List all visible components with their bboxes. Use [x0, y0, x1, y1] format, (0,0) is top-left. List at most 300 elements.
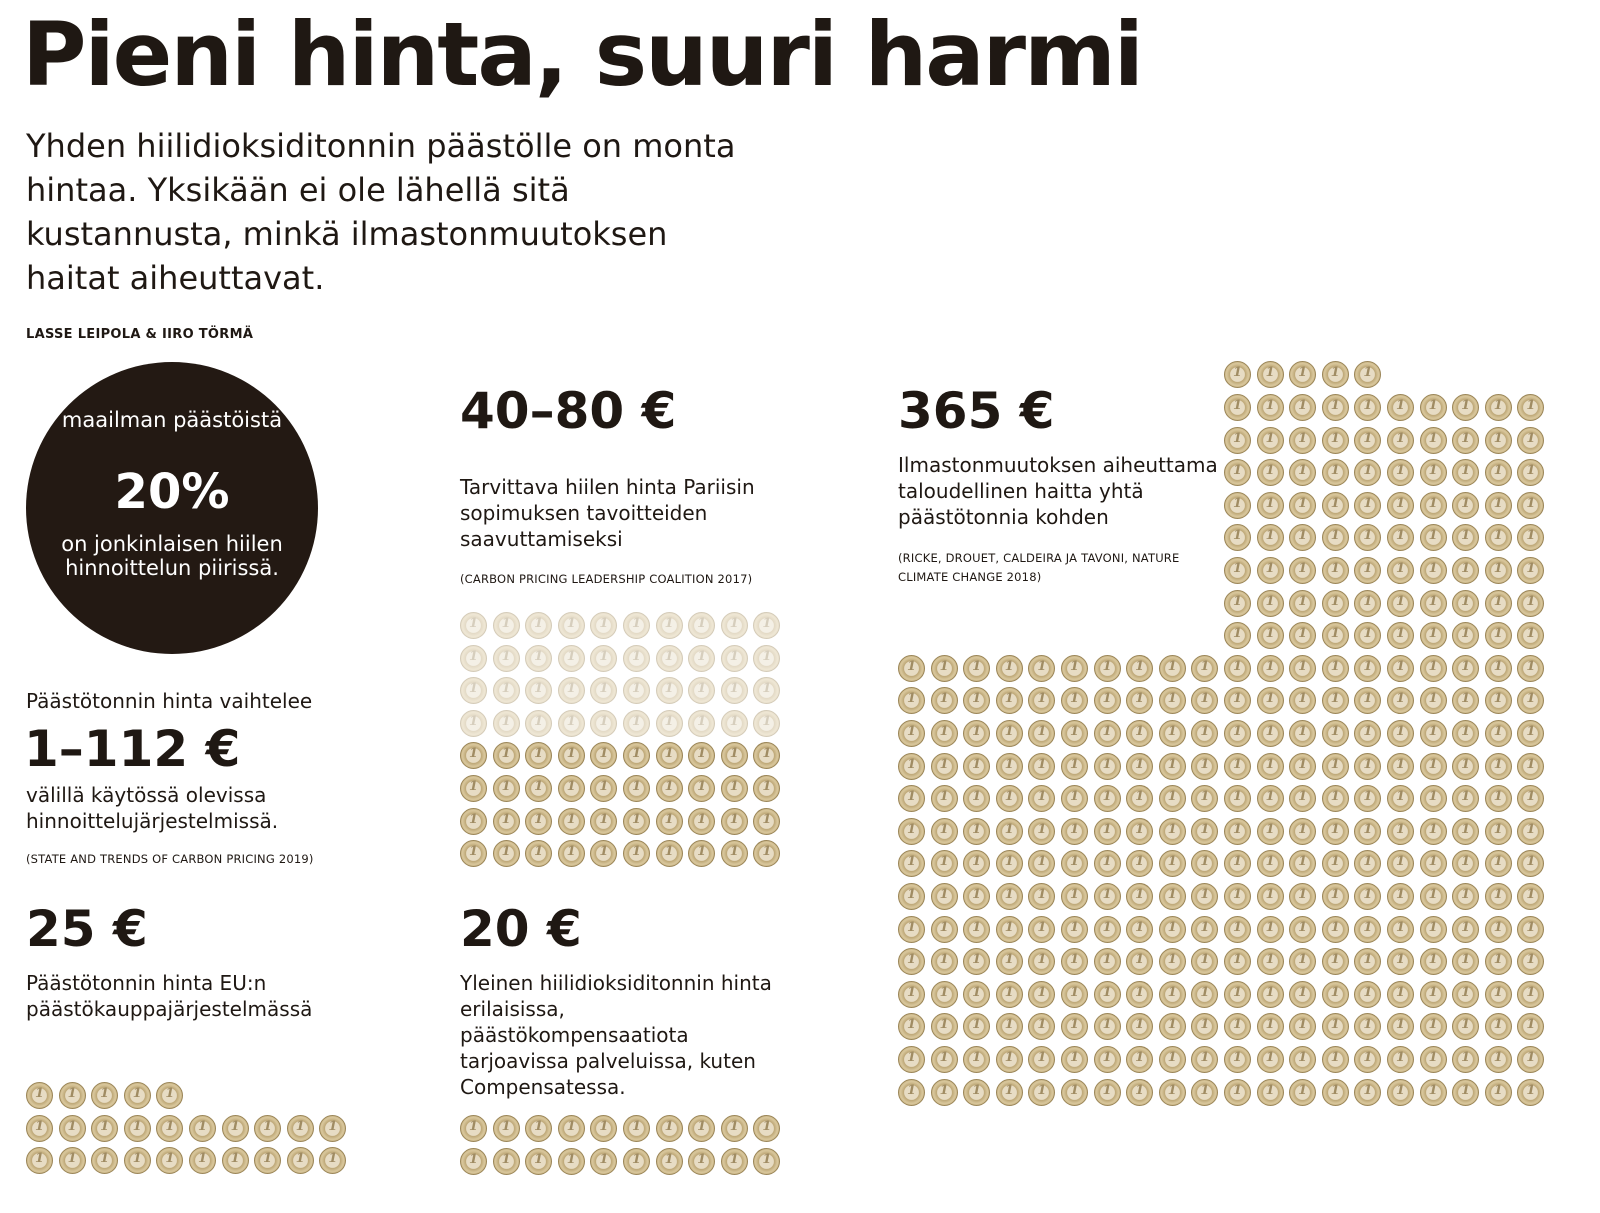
- euro-coin-icon: [1159, 655, 1186, 682]
- euro-coin-icon: [753, 1148, 780, 1175]
- euro-coin-icon: [590, 645, 617, 672]
- euro-coin-icon: [1485, 916, 1512, 943]
- euro-coin-icon: [558, 1115, 585, 1142]
- euro-coin-icon: [525, 612, 552, 639]
- euro-coin-icon: [1387, 1079, 1414, 1106]
- euro-coin-icon: [222, 1115, 249, 1142]
- euro-coin-icon: [1420, 818, 1447, 845]
- euro-coin-icon: [1289, 753, 1316, 780]
- euro-coin-icon: [1289, 524, 1316, 551]
- euro-coin-icon: [996, 753, 1023, 780]
- euro-coin-icon: [996, 981, 1023, 1008]
- euro-coin-icon: [1126, 850, 1153, 877]
- euro-coin-icon: [1322, 850, 1349, 877]
- euro-coin-icon: [1094, 1079, 1121, 1106]
- euro-coin-icon: [1420, 981, 1447, 1008]
- euro-coin-icon: [898, 687, 925, 714]
- euro-coin-icon: [1289, 720, 1316, 747]
- euro-coin-icon: [963, 883, 990, 910]
- euro-coin-icon: [963, 981, 990, 1008]
- euro-coin-icon: [91, 1082, 118, 1109]
- euro-coin-icon: [1452, 590, 1479, 617]
- euro-coin-icon: [996, 916, 1023, 943]
- euro-coin-icon: [1224, 427, 1251, 454]
- euro-coin-icon: [1517, 883, 1544, 910]
- euro-coin-icon: [1485, 524, 1512, 551]
- euro-coin-icon: [963, 916, 990, 943]
- euro-coin-icon: [931, 1013, 958, 1040]
- euro-coin-icon: [1452, 753, 1479, 780]
- euro-coin-icon: [1452, 622, 1479, 649]
- euro-coin-icon: [1061, 916, 1088, 943]
- euro-coin-icon: [91, 1147, 118, 1174]
- euro-coin-icon: [1191, 753, 1218, 780]
- euro-coin-icon: [656, 1148, 683, 1175]
- euro-coin-icon: [898, 916, 925, 943]
- euro-coin-icon: [1420, 850, 1447, 877]
- euro-coin-icon: [1485, 394, 1512, 421]
- euro-coin-icon: [1224, 981, 1251, 1008]
- euro-coin-icon: [1485, 557, 1512, 584]
- euro-coin-icon: [1420, 394, 1447, 421]
- euro-coin-icon: [1061, 818, 1088, 845]
- euro-coin-icon: [753, 742, 780, 769]
- euro-coin-icon: [1289, 687, 1316, 714]
- euro-coin-icon: [1289, 394, 1316, 421]
- euro-coin-icon: [1028, 720, 1055, 747]
- euro-coin-icon: [1354, 557, 1381, 584]
- euro-coin-icon: [1387, 622, 1414, 649]
- euro-coin-icon: [656, 677, 683, 704]
- euro-coin-icon: [1322, 622, 1349, 649]
- euro-coin-icon: [1485, 1046, 1512, 1073]
- euro-coin-icon: [493, 677, 520, 704]
- euro-coin-icon: [753, 710, 780, 737]
- euro-coin-icon: [558, 645, 585, 672]
- euro-coin-icon: [1159, 818, 1186, 845]
- euro-coin-icon: [558, 775, 585, 802]
- euro-coin-icon: [1159, 1013, 1186, 1040]
- euro-coin-icon: [1028, 753, 1055, 780]
- euro-coin-icon: [688, 1148, 715, 1175]
- euro-coin-icon: [996, 687, 1023, 714]
- euro-coin-icon: [1289, 883, 1316, 910]
- euro-coin-icon: [1387, 1013, 1414, 1040]
- euro-coin-icon: [254, 1115, 281, 1142]
- euro-coin-icon: [1224, 622, 1251, 649]
- euro-coin-icon: [1028, 655, 1055, 682]
- euro-coin-icon: [1452, 427, 1479, 454]
- euro-coin-icon: [1257, 1013, 1284, 1040]
- euro-coin-icon: [931, 850, 958, 877]
- euro-coin-icon: [59, 1115, 86, 1142]
- euro-coin-icon: [1289, 655, 1316, 682]
- euro-coin-icon: [931, 948, 958, 975]
- euro-coin-icon: [1322, 753, 1349, 780]
- euro-coin-icon: [1322, 916, 1349, 943]
- euro-coin-icon: [1387, 785, 1414, 812]
- euro-coin-icon: [688, 775, 715, 802]
- euro-coin-icon: [319, 1147, 346, 1174]
- euro-coin-icon: [525, 710, 552, 737]
- euro-coin-icon: [1485, 687, 1512, 714]
- euro-coin-icon: [1159, 948, 1186, 975]
- euro-coin-icon: [1387, 948, 1414, 975]
- euro-coin-icon: [1257, 687, 1284, 714]
- euro-coin-icon: [1517, 753, 1544, 780]
- euro-coin-icon: [1517, 916, 1544, 943]
- euro-coin-icon: [1191, 785, 1218, 812]
- euro-coin-icon: [493, 1148, 520, 1175]
- euro-coin-icon: [656, 808, 683, 835]
- euro-coin-icon: [1354, 785, 1381, 812]
- paris-source: (CARBON PRICING LEADERSHIP COALITION 2017): [460, 572, 753, 586]
- euro-coin-icon: [1452, 818, 1479, 845]
- euro-coin-icon: [1354, 981, 1381, 1008]
- euro-coin-icon: [1354, 948, 1381, 975]
- euro-coin-icon: [1322, 720, 1349, 747]
- euro-coin-icon: [1387, 883, 1414, 910]
- euro-coin-icon: [1517, 427, 1544, 454]
- euro-coin-icon: [1322, 524, 1349, 551]
- euro-coin-icon: [1322, 948, 1349, 975]
- euro-coin-icon: [1420, 720, 1447, 747]
- euro-coin-icon: [1485, 753, 1512, 780]
- euro-coin-icon: [931, 753, 958, 780]
- euro-coin-icon: [1322, 459, 1349, 486]
- euro-coin-icon: [931, 785, 958, 812]
- euro-coin-icon: [1289, 622, 1316, 649]
- circle-line1: maailman päästöistä: [61, 408, 283, 432]
- euro-coin-icon: [1061, 981, 1088, 1008]
- euro-coin-icon: [1289, 1013, 1316, 1040]
- euro-coin-icon: [1322, 394, 1349, 421]
- euro-coin-icon: [688, 612, 715, 639]
- euro-coin-icon: [1159, 753, 1186, 780]
- euro-coin-icon: [1126, 1013, 1153, 1040]
- euro-coin-icon: [1126, 655, 1153, 682]
- euro-coin-icon: [1094, 1013, 1121, 1040]
- euro-coin-icon: [688, 808, 715, 835]
- euro-coin-icon: [1420, 948, 1447, 975]
- euro-coin-icon: [963, 1079, 990, 1106]
- euro-coin-icon: [1224, 785, 1251, 812]
- euro-coin-icon: [996, 948, 1023, 975]
- euro-coin-icon: [1289, 557, 1316, 584]
- euro-coin-icon: [1289, 916, 1316, 943]
- euro-coin-icon: [460, 645, 487, 672]
- euro-coin-icon: [1517, 948, 1544, 975]
- euro-coin-icon: [1257, 753, 1284, 780]
- euro-coin-icon: [1354, 1046, 1381, 1073]
- euro-coin-icon: [1322, 981, 1349, 1008]
- euro-coin-icon: [1061, 948, 1088, 975]
- eu-desc: Päästötonnin hinta EU:n päästökauppajärjestelmässä: [26, 971, 313, 1021]
- euro-coin-icon: [1420, 524, 1447, 551]
- euro-coin-icon: [1517, 622, 1544, 649]
- euro-coin-icon: [1387, 459, 1414, 486]
- euro-coin-icon: [1485, 1079, 1512, 1106]
- euro-coin-icon: [1322, 1013, 1349, 1040]
- euro-coin-icon: [1028, 1079, 1055, 1106]
- euro-coin-icon: [898, 948, 925, 975]
- euro-coin-icon: [623, 742, 650, 769]
- euro-coin-icon: [1289, 427, 1316, 454]
- euro-coin-icon: [590, 808, 617, 835]
- range-source: (STATE AND TRENDS OF CARBON PRICING 2019): [26, 852, 314, 866]
- euro-coin-icon: [493, 612, 520, 639]
- euro-coin-icon: [1420, 557, 1447, 584]
- euro-coin-icon: [1224, 818, 1251, 845]
- euro-coin-icon: [1028, 785, 1055, 812]
- euro-coin-icon: [1061, 883, 1088, 910]
- euro-coin-icon: [1191, 883, 1218, 910]
- euro-coin-icon: [1159, 1079, 1186, 1106]
- euro-coin-icon: [1289, 361, 1316, 388]
- euro-coin-icon: [558, 612, 585, 639]
- euro-coin-icon: [963, 687, 990, 714]
- euro-coin-icon: [1485, 818, 1512, 845]
- euro-coin-icon: [721, 840, 748, 867]
- euro-coin-icon: [656, 1115, 683, 1142]
- euro-coin-icon: [1387, 753, 1414, 780]
- euro-coin-icon: [1159, 883, 1186, 910]
- euro-coin-icon: [525, 808, 552, 835]
- euro-coin-icon: [963, 948, 990, 975]
- euro-coin-icon: [1517, 785, 1544, 812]
- euro-coin-icon: [460, 775, 487, 802]
- euro-coin-icon: [1387, 524, 1414, 551]
- euro-coin-icon: [1191, 981, 1218, 1008]
- euro-coin-icon: [525, 742, 552, 769]
- euro-coin-icon: [623, 808, 650, 835]
- euro-coin-icon: [1061, 785, 1088, 812]
- euro-coin-icon: [1517, 590, 1544, 617]
- euro-coin-icon: [721, 645, 748, 672]
- euro-coin-icon: [1354, 818, 1381, 845]
- euro-coin-icon: [931, 720, 958, 747]
- euro-coin-icon: [1354, 850, 1381, 877]
- euro-coin-icon: [1257, 818, 1284, 845]
- euro-coin-icon: [1257, 622, 1284, 649]
- coverage-circle: [26, 362, 318, 654]
- euro-coin-icon: [1322, 655, 1349, 682]
- range-desc: välillä käytössä olevissa hinnoittelujärjestelmissä.: [26, 783, 279, 833]
- euro-coin-icon: [721, 775, 748, 802]
- euro-coin-icon: [1322, 687, 1349, 714]
- euro-coin-icon: [124, 1147, 151, 1174]
- euro-coin-icon: [1517, 850, 1544, 877]
- euro-coin-icon: [59, 1082, 86, 1109]
- euro-coin-icon: [1452, 981, 1479, 1008]
- euro-coin-icon: [656, 775, 683, 802]
- euro-coin-icon: [1387, 394, 1414, 421]
- euro-coin-icon: [493, 808, 520, 835]
- euro-coin-icon: [124, 1115, 151, 1142]
- euro-coin-icon: [1289, 948, 1316, 975]
- euro-coin-icon: [1224, 655, 1251, 682]
- euro-coin-icon: [1061, 850, 1088, 877]
- euro-coin-icon: [1028, 1013, 1055, 1040]
- euro-coin-icon: [1224, 492, 1251, 519]
- euro-coin-icon: [287, 1147, 314, 1174]
- euro-coin-icon: [1322, 361, 1349, 388]
- euro-coin-icon: [1159, 1046, 1186, 1073]
- euro-coin-icon: [1257, 394, 1284, 421]
- euro-coin-icon: [590, 742, 617, 769]
- euro-coin-icon: [996, 720, 1023, 747]
- euro-coin-icon: [1257, 948, 1284, 975]
- euro-coin-icon: [963, 753, 990, 780]
- euro-coin-icon: [493, 742, 520, 769]
- euro-coin-icon: [1094, 981, 1121, 1008]
- euro-coin-icon: [1257, 785, 1284, 812]
- euro-coin-icon: [898, 981, 925, 1008]
- euro-coin-icon: [558, 677, 585, 704]
- euro-coin-icon: [1224, 916, 1251, 943]
- euro-coin-icon: [493, 775, 520, 802]
- euro-coin-icon: [189, 1115, 216, 1142]
- euro-coin-icon: [1517, 655, 1544, 682]
- euro-coin-icon: [460, 808, 487, 835]
- euro-coin-icon: [1387, 720, 1414, 747]
- euro-coin-icon: [898, 1079, 925, 1106]
- euro-coin-icon: [1420, 590, 1447, 617]
- euro-coin-icon: [1289, 981, 1316, 1008]
- euro-coin-icon: [1094, 785, 1121, 812]
- circle-line2: on jonkinlaisen hiilen hinnoittelun piirissä.: [61, 532, 283, 580]
- euro-coin-icon: [1485, 655, 1512, 682]
- euro-coin-icon: [1387, 981, 1414, 1008]
- euro-coin-icon: [1420, 753, 1447, 780]
- euro-coin-icon: [1517, 1079, 1544, 1106]
- euro-coin-icon: [1387, 557, 1414, 584]
- euro-coin-icon: [1191, 687, 1218, 714]
- euro-coin-icon: [460, 1148, 487, 1175]
- euro-coin-icon: [1257, 1079, 1284, 1106]
- euro-coin-icon: [1028, 981, 1055, 1008]
- euro-coin-icon: [1191, 1013, 1218, 1040]
- euro-coin-icon: [1257, 361, 1284, 388]
- euro-coin-icon: [721, 677, 748, 704]
- euro-coin-icon: [1420, 622, 1447, 649]
- euro-coin-icon: [26, 1147, 53, 1174]
- euro-coin-icon: [1289, 1046, 1316, 1073]
- euro-coin-icon: [1061, 1079, 1088, 1106]
- euro-coin-icon: [1094, 753, 1121, 780]
- euro-coin-icon: [1420, 785, 1447, 812]
- euro-coin-icon: [1354, 524, 1381, 551]
- euro-coin-icon: [1387, 492, 1414, 519]
- euro-coin-icon: [1289, 1079, 1316, 1106]
- euro-coin-icon: [156, 1147, 183, 1174]
- euro-coin-icon: [1191, 948, 1218, 975]
- euro-coin-icon: [1322, 1079, 1349, 1106]
- euro-coin-icon: [1354, 427, 1381, 454]
- euro-coin-icon: [1061, 753, 1088, 780]
- euro-coin-icon: [1028, 948, 1055, 975]
- euro-coin-icon: [1452, 720, 1479, 747]
- euro-coin-icon: [156, 1082, 183, 1109]
- euro-coin-icon: [59, 1147, 86, 1174]
- euro-coin-icon: [460, 1115, 487, 1142]
- euro-coin-icon: [1224, 459, 1251, 486]
- euro-coin-icon: [1485, 720, 1512, 747]
- euro-coin-icon: [460, 742, 487, 769]
- euro-coin-icon: [753, 677, 780, 704]
- euro-coin-icon: [656, 840, 683, 867]
- euro-coin-icon: [1094, 850, 1121, 877]
- euro-coin-icon: [460, 710, 487, 737]
- euro-coin-icon: [460, 612, 487, 639]
- euro-coin-icon: [1028, 687, 1055, 714]
- euro-coin-icon: [1126, 785, 1153, 812]
- euro-coin-icon: [1452, 1046, 1479, 1073]
- euro-coin-icon: [493, 840, 520, 867]
- euro-coin-icon: [254, 1147, 281, 1174]
- euro-coin-icon: [1387, 687, 1414, 714]
- euro-coin-icon: [1061, 1046, 1088, 1073]
- euro-coin-icon: [1191, 916, 1218, 943]
- euro-coin-icon: [623, 1115, 650, 1142]
- euro-coin-icon: [1028, 916, 1055, 943]
- euro-coin-icon: [1485, 883, 1512, 910]
- euro-coin-icon: [753, 612, 780, 639]
- euro-coin-icon: [1224, 720, 1251, 747]
- euro-coin-icon: [1354, 687, 1381, 714]
- euro-coin-icon: [996, 785, 1023, 812]
- euro-coin-icon: [1452, 850, 1479, 877]
- euro-coin-icon: [656, 742, 683, 769]
- euro-coin-icon: [1257, 459, 1284, 486]
- euro-coin-icon: [1452, 557, 1479, 584]
- euro-coin-icon: [1224, 687, 1251, 714]
- damage-price: 365 €: [898, 382, 1055, 440]
- euro-coin-icon: [1420, 883, 1447, 910]
- euro-coin-icon: [1126, 948, 1153, 975]
- euro-coin-icon: [1354, 916, 1381, 943]
- euro-coin-icon: [558, 808, 585, 835]
- euro-coin-icon: [623, 677, 650, 704]
- euro-coin-icon: [1224, 590, 1251, 617]
- euro-coin-icon: [898, 655, 925, 682]
- euro-coin-icon: [623, 775, 650, 802]
- intro-text: Yhden hiilidioksiditonnin päästölle on monta hintaa. Yksikään ei ole lähellä sitä kustannusta, minkä ilmastonmuutoksen haitat aiheuttavat.: [26, 127, 736, 297]
- euro-coin-icon: [623, 645, 650, 672]
- euro-coin-icon: [1257, 524, 1284, 551]
- euro-coin-icon: [1387, 590, 1414, 617]
- eu-price: 25 €: [26, 900, 148, 958]
- euro-coin-icon: [721, 742, 748, 769]
- euro-coin-icon: [1354, 1013, 1381, 1040]
- euro-coin-icon: [1452, 785, 1479, 812]
- euro-coin-icon: [688, 840, 715, 867]
- euro-coin-icon: [996, 1046, 1023, 1073]
- euro-coin-icon: [1224, 394, 1251, 421]
- euro-coin-icon: [1387, 916, 1414, 943]
- euro-coin-icon: [1289, 492, 1316, 519]
- euro-coin-icon: [1485, 850, 1512, 877]
- euro-coin-icon: [525, 1148, 552, 1175]
- euro-coin-icon: [1354, 590, 1381, 617]
- euro-coin-icon: [1452, 394, 1479, 421]
- euro-coin-icon: [623, 612, 650, 639]
- euro-coin-icon: [1094, 883, 1121, 910]
- page-title: Pieni hinta, suuri harmi: [22, 3, 1142, 106]
- euro-coin-icon: [1322, 590, 1349, 617]
- euro-coin-icon: [1387, 1046, 1414, 1073]
- euro-coin-icon: [1452, 948, 1479, 975]
